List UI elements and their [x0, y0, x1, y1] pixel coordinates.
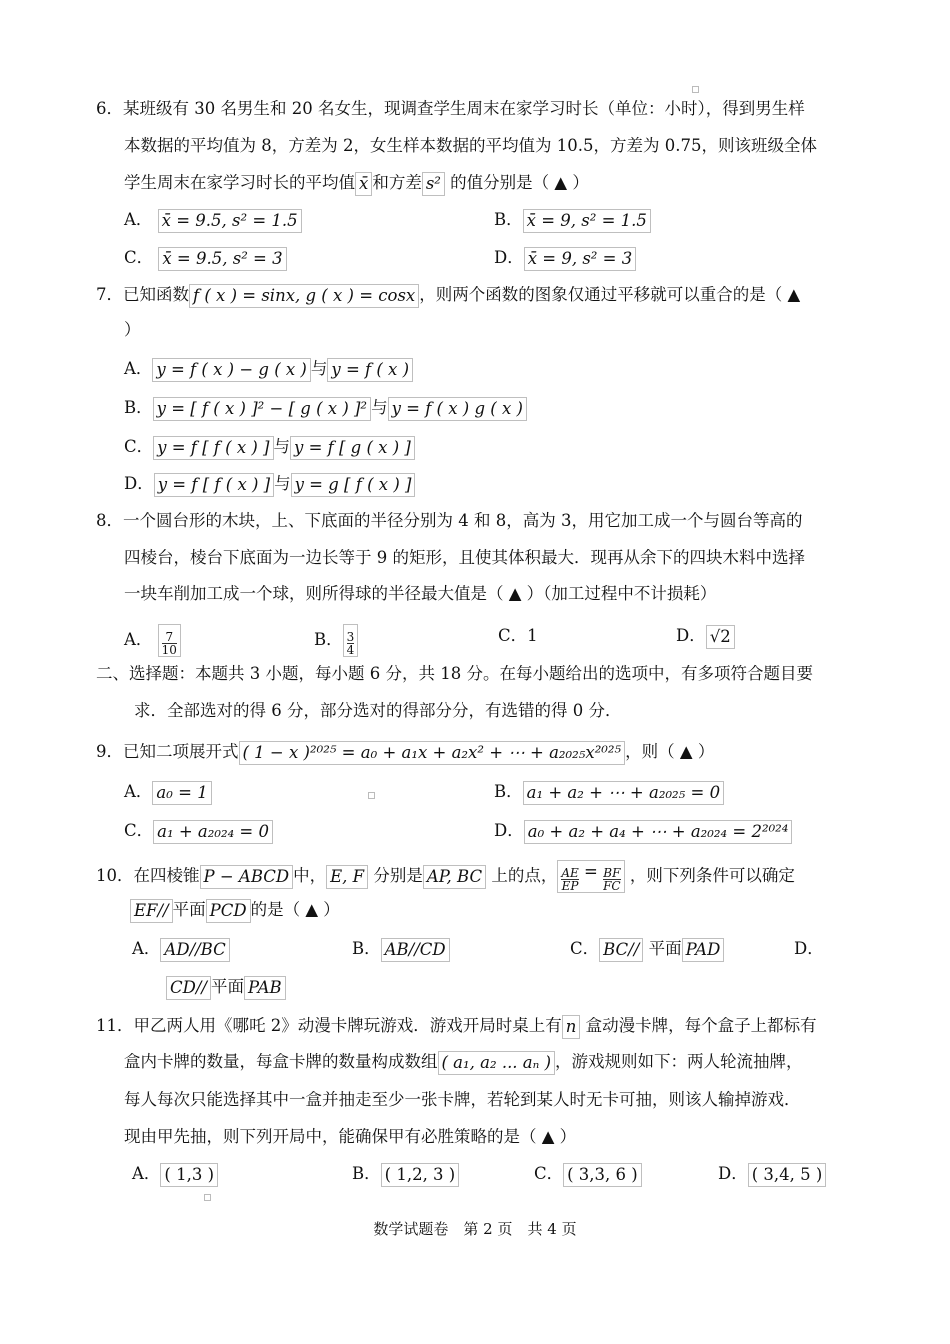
- q9-text: ，则（ ▲ ）: [625, 742, 715, 761]
- option-label: A．: [132, 1164, 161, 1183]
- q11-option-d: [718, 1162, 826, 1187]
- option-label: C．: [534, 1164, 564, 1183]
- option-label: B．: [352, 939, 381, 958]
- artifact-mark: [692, 86, 699, 93]
- option-math: ( 3,3, 6 ): [563, 1163, 642, 1187]
- q7-option-b: [124, 396, 527, 421]
- q10-text: 中，: [293, 866, 327, 885]
- option-label: B．: [314, 630, 343, 649]
- option-math: y = [ f ( x ) ]² − [ g ( x ) ]²: [153, 397, 371, 421]
- denominator: EP: [561, 879, 579, 893]
- q10-text: 的是（ ▲ ）: [250, 900, 340, 919]
- section-2-line-2: 求．全部选对的得 6 分，部分选对的得部分分，有选错的得 0 分．: [134, 701, 622, 720]
- option-label: D．: [124, 474, 154, 493]
- q9-text: 9．已知二项展开式: [96, 742, 239, 761]
- option-math: y = f ( x ) − g ( x ): [152, 358, 310, 382]
- math-array: ( a₁, a₂ ... aₙ ): [438, 1051, 556, 1075]
- q6-option-c: [124, 246, 287, 271]
- q7-text: ，则两个函数的图象仅通过平移就可以重合的是（ ▲: [419, 285, 801, 304]
- math-segments: AP, BC: [423, 865, 486, 889]
- option-label: D．: [676, 626, 706, 645]
- option-text: 平面: [648, 939, 682, 958]
- option-math: a₀ = 1: [152, 781, 211, 805]
- fraction-7-10: [158, 624, 181, 657]
- q8-option-b: [314, 624, 358, 657]
- option-math: y = f ( x ): [327, 358, 413, 382]
- q11-text: ，游戏规则如下：两人轮流抽牌，: [555, 1052, 803, 1071]
- math-n: n: [562, 1015, 581, 1039]
- equals: =: [584, 862, 598, 881]
- option-label: C．: [498, 626, 528, 645]
- option-label: B．: [494, 210, 523, 229]
- denominator: 4: [346, 643, 355, 657]
- math-points: E, F: [326, 865, 368, 889]
- q10-text: 平面: [172, 900, 206, 919]
- option-math: PAB: [244, 976, 286, 1000]
- q10-line-1: [96, 860, 795, 893]
- q11-option-a: [132, 1162, 218, 1187]
- q8-option-c: [498, 624, 538, 648]
- math-binomial: ( 1 − x )²⁰²⁵ = a₀ + a₁x + a₂x² + ⋯ + a₂₀₂₅x²⁰²⁵: [239, 741, 626, 765]
- option-math: x̄ = 9.5, s² = 3: [158, 247, 286, 271]
- q11-line-2: [124, 1050, 803, 1075]
- q7-text: 7．已知函数: [96, 285, 189, 304]
- option-math: ( 1,3 ): [160, 1163, 218, 1187]
- q10-option-c: [570, 937, 724, 962]
- option-label: D．: [494, 821, 524, 840]
- option-label: A．: [124, 359, 153, 378]
- q8-line-1: 8．一个圆台形的木块，上、下底面的半径分别为 4 和 8，高为 3，用它加工成一个与圆台等高的: [96, 511, 803, 530]
- q9-option-b: [494, 780, 724, 805]
- option-label: B．: [494, 782, 523, 801]
- q8-line-3: 一块车削加工成一个球，则所得球的半径最大值是（ ▲ ）（加工过程中不计损耗）: [124, 584, 717, 603]
- option-label: C．: [570, 939, 600, 958]
- q8-option-d: [676, 624, 735, 649]
- q10-option-d-label: D．: [794, 939, 824, 958]
- option-math: x̄ = 9, s² = 1.5: [523, 209, 651, 233]
- q6-line-1: 6．某班级有 30 名男生和 20 名女生，现调查学生周末在家学习时长（单位：小时），得到男生样: [96, 99, 805, 118]
- q6-line-2: 本数据的平均值为 8，方差为 2，女生样本数据的平均值为 10.5，方差为 0.75，则该班级全体: [124, 136, 817, 155]
- q8-option-a: [124, 624, 181, 657]
- option-math: y = f [ f ( x ) ]: [154, 473, 274, 497]
- option-label: D．: [718, 1164, 748, 1183]
- q11-text: 盒内卡牌的数量，每盒卡牌的数量构成数组: [124, 1052, 438, 1071]
- q10-text: 上的点，: [491, 866, 558, 885]
- q9-line-1: [96, 740, 714, 765]
- option-text: 与: [371, 398, 388, 417]
- option-label: B．: [124, 398, 153, 417]
- q9-option-a: [124, 780, 212, 805]
- q11-line-3: 每人每次只能选择其中一盒并抽走至少一张卡牌，若轮到某人时无卡可抽，则该人输掉游戏．: [124, 1090, 801, 1109]
- q6-line-3: [124, 171, 589, 196]
- option-label: D．: [494, 248, 524, 267]
- option-math: AB//CD: [381, 938, 450, 962]
- option-text: 与: [273, 437, 290, 456]
- option-math: ( 3,4, 5 ): [748, 1163, 827, 1187]
- numerator: BF: [603, 866, 621, 880]
- q11-line-4: 现由甲先抽，则下列开局中，能确保甲有必胜策略的是（ ▲ ）: [124, 1127, 577, 1146]
- option-math: a₁ + a₂₀₂₄ = 0: [153, 820, 273, 844]
- math-mean: x̄: [355, 172, 372, 196]
- option-math: y = f [ f ( x ) ]: [153, 436, 273, 460]
- q7-option-d: [124, 472, 415, 497]
- numerator: AE: [561, 866, 579, 880]
- option-text: 与: [274, 474, 291, 493]
- option-label: A．: [124, 630, 153, 649]
- math-ratio: [557, 860, 624, 893]
- math-pyramid: P − ABCD: [200, 865, 294, 889]
- q7-line-1: [96, 283, 800, 308]
- q6-option-b: [494, 208, 651, 233]
- q6-text: 学生周末在家学习时长的平均值: [124, 173, 355, 192]
- option-label: A．: [132, 939, 161, 958]
- option-math: PAD: [682, 938, 725, 962]
- q10-text: ，则下列条件可以确定: [629, 866, 795, 885]
- option-label: B．: [352, 1164, 381, 1183]
- q11-text: 盒动漫卡牌，每个盒子上都标有: [585, 1016, 817, 1035]
- option-math: ( 1,2, 3 ): [381, 1163, 460, 1187]
- option-math: y = f ( x ) g ( x ): [388, 397, 527, 421]
- q9-option-d: [494, 819, 792, 844]
- option-label: A．: [124, 210, 153, 229]
- option-math: CD//: [166, 976, 211, 1000]
- artifact-mark: [204, 1194, 211, 1201]
- denominator: FC: [603, 879, 621, 893]
- q10-option-b: [352, 937, 450, 962]
- option-label: C．: [124, 437, 154, 456]
- math-functions: f ( x ) = sinx, g ( x ) = cosx: [189, 284, 419, 308]
- q7-option-c: [124, 435, 415, 460]
- q6-option-a: [124, 208, 302, 233]
- fraction-3-4: [343, 624, 359, 657]
- option-label: C．: [124, 821, 154, 840]
- numerator: 7: [165, 630, 174, 644]
- option-math: y = f [ g ( x ) ]: [290, 436, 415, 460]
- q11-option-b: [352, 1162, 459, 1187]
- math-ef-parallel: EF//: [130, 899, 173, 923]
- q6-option-d: [494, 246, 636, 271]
- q11-text: 11．甲乙两人用《哪吒 2》动漫卡牌玩游戏．游戏开局时桌上有: [96, 1016, 562, 1035]
- option-value: 1: [527, 626, 538, 645]
- option-math: √2: [706, 625, 735, 649]
- math-variance: s²: [422, 172, 445, 196]
- q10-option-d: [166, 975, 286, 1000]
- section-2-line-1: 二、选择题：本题共 3 小题，每小题 6 分，共 18 分。在每小题给出的选项中，有多项符合题目要: [96, 664, 813, 683]
- math-plane: PCD: [206, 899, 251, 923]
- numerator: 3: [346, 630, 355, 644]
- artifact-mark: [368, 792, 375, 799]
- option-math: AD//BC: [160, 938, 229, 962]
- option-math: x̄ = 9.5, s² = 1.5: [158, 209, 302, 233]
- q11-line-1: [96, 1014, 817, 1039]
- option-label: A．: [124, 782, 153, 801]
- q6-text: 的值分别是（ ▲ ）: [450, 173, 589, 192]
- option-math: BC//: [599, 938, 643, 962]
- page-footer: 数学试题卷 第 2 页 共 4 页: [373, 1220, 577, 1238]
- q10-line-2: [130, 898, 340, 923]
- option-math: a₀ + a₂ + a₄ + ⋯ + a₂₀₂₄ = 2²⁰²⁴: [524, 820, 793, 844]
- option-math: x̄ = 9, s² = 3: [524, 247, 637, 271]
- q9-option-c: [124, 819, 273, 844]
- option-text: 与: [310, 359, 328, 378]
- option-math: a₁ + a₂ + ⋯ + a₂₀₂₅ = 0: [523, 781, 724, 805]
- denominator: 10: [161, 643, 177, 657]
- q10-option-a: [132, 937, 230, 962]
- q10-text: 10．在四棱锥: [96, 866, 200, 885]
- q7-line-2: ）: [124, 320, 141, 339]
- option-math: y = g [ f ( x ) ]: [291, 473, 416, 497]
- q11-option-c: [534, 1162, 642, 1187]
- q6-text: 和方差: [372, 173, 422, 192]
- q10-text: 分别是: [373, 866, 423, 885]
- option-text: 平面: [210, 977, 244, 996]
- option-label: C．: [124, 248, 154, 267]
- q7-option-a: [124, 357, 413, 382]
- q8-line-2: 四棱台，棱台下底面为一边长等于 9 的矩形，且使其体积最大．现再从余下的四块木料中选择: [124, 548, 805, 567]
